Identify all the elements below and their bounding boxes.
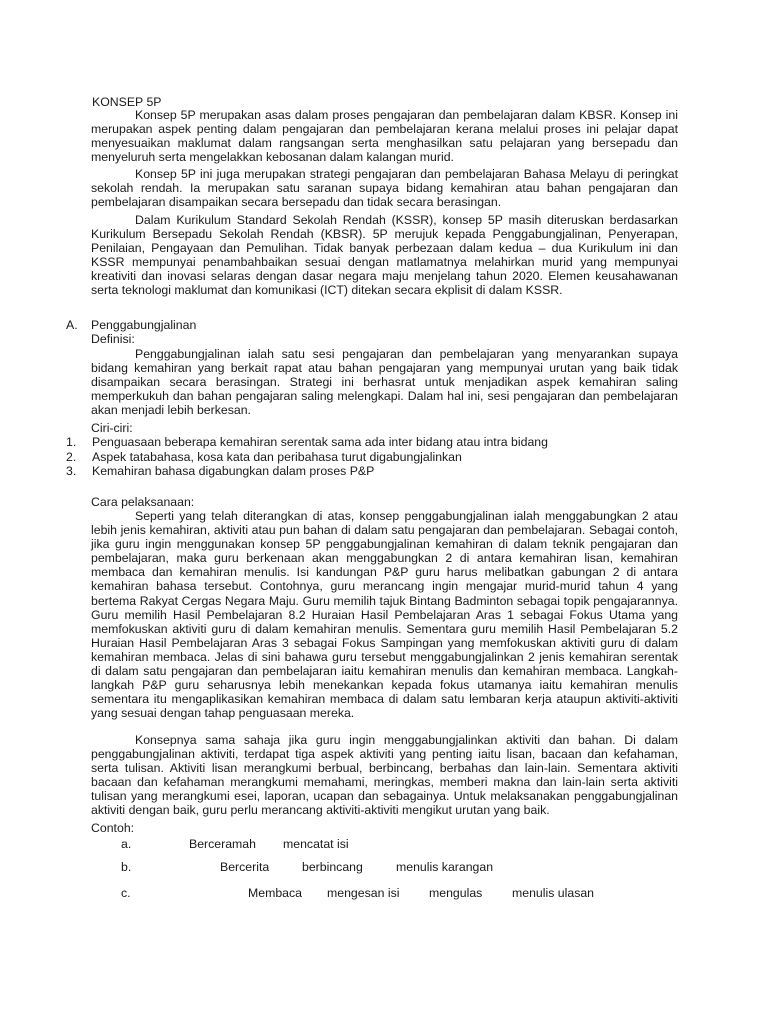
method-paragraph-2: Konsepnya sama sahaja jika guru ingin menggabungjalinkan aktiviti dan bahan. Di dalam penggabungjalinan aktiviti, terdapat tiga aspek aktiviti yang penting iaitu lisan, bacaan dan kefahaman, serta tulisan. Aktiviti lisan merangkumi berbual, berbincang, berbahas dan lain-lain. Sementara aktiviti bacaan dan kefahaman merangkumi memahami, meringkas, memberi makna dan lain-lain serta aktiviti tulisan yang merangkumi esei, laporan, ucapan dan sebagainya. Untuk melaksanakan penggabungjalinan aktiviti dengan baik, guru perlu merancang aktiviti-aktiviti mengikut urutan yang baik. [91,733,678,818]
definition-label: Definisi: [91,332,135,346]
list-item-text: Aspek tatabahasa, kosa kata dan peribahasa turut digabungjalinkan [92,449,462,464]
example-label: Contoh: [91,821,135,835]
method-label: Cara pelaksanaan: [91,495,195,509]
list-item-number: 1. [66,435,77,449]
list-item-number: 2. [66,449,77,464]
example-step: berbincang [302,860,363,874]
example-row-b [0,860,768,875]
list-item-number: 3. [66,464,77,479]
document-title: KONSEP 5P [92,95,162,109]
intro-paragraph-3: Dalam Kurikulum Standard Sekolah Rendah (KSSR), konsep 5P masih diteruskan berdasarkan Kurikulum Bersepadu Sekolah Rendah (KBSR). 5P merujuk kepada Penggabungjalinan, Penyerapan, Penilaian, Pengayaan dan Pemulihan. Tidak banyak perbezaan dalam kedua – dua Kurikulum ini dan KSSR mempunyai penambahbaikan sesuai dengan matlamatnya melahirkan murid yang mempunyai kreativiti dan inovasi selaras dengan dasar negara maju menjelang tahun 2020. Elemen keusahawanan serta teknologi maklumat dan komunikasi (ICT) ditekan secara ekplisit di dalam KSSR. [91,213,678,298]
example-step: mengulas [429,886,483,900]
example-letter: c. [121,886,131,900]
example-step: Bercerita [220,860,270,874]
definition-paragraph: Penggabungjalinan ialah satu sesi pengajaran dan pembelajaran yang menyarankan supaya bidang kemahiran yang berkait rapat atau bahan pengajaran yang mempunyai urutan yang baik tidak disampaikan secara berasingan. Strategi ini berhasrat untuk menjadikan aspek kemahiran saling memperkukuh dan bahan pengajaran saling melengkapi. Dalam hal ini, sesi pengajaran dan pembelajaran akan menjadi lebih berkesan. [91,347,678,418]
intro-paragraph-1: Konsep 5P merupakan asas dalam proses pengajaran dan pembelajaran dalam KBSR. Konsep ini merupakan aspek penting dalam pengajaran dan pembelajaran kerana melalui proses ini pelajar dapat menyesuaikan maklumat dalam rangsangan serta menghasilkan satu pelajaran yang bersepadu dan menyeluruh serta mengelakkan kebosanan dalam kalangan murid. [91,108,678,165]
example-step: Membaca [248,886,302,900]
list-item [66,435,686,450]
example-step: mencatat isi [283,837,349,851]
features-list [66,435,686,479]
example-row-c [0,886,768,901]
list-item [66,450,686,465]
example-step: mengesan isi [327,886,400,900]
list-item-text: Kemahiran bahasa digabungkan dalam proses P&P [92,464,375,479]
features-label: Ciri-ciri: [91,421,133,435]
example-row-a [0,837,768,852]
example-step: menulis karangan [396,860,494,874]
example-step: menulis ulasan [512,886,595,900]
list-item-text: Penguasaan beberapa kemahiran serentak sama ada inter bidang atau intra bidang [92,435,548,449]
example-letter: b. [121,860,132,874]
list-item [66,464,686,479]
section-a-title: Penggabungjalinan [91,318,197,332]
example-step: Berceramah [189,837,256,851]
intro-paragraph-2: Konsep 5P ini juga merupakan strategi pengajaran dan pembelajaran Bahasa Melayu di peringkat sekolah rendah. Ia merupakan satu saranan supaya bidang kemahiran atau bahan pengajaran dan pembelajaran disampaikan secara bersepadu dan tidak secara berasingan. [91,167,678,210]
section-a-marker: A. [66,318,78,332]
method-paragraph-1: Seperti yang telah diterangkan di atas, konsep penggabungjalinan ialah menggabungkan 2 atau lebih jenis kemahiran, aktiviti atau pun bahan di dalam satu pengajaran dan pembelajaran. Sebagai contoh, jika guru ingin menggunakan konsep 5P penggabungjalinan kemahiran di dalam teknik pengajaran dan pembelajaran, maka guru berkenaan akan menggabungkan 2 di antara kemahiran lisan, kemahiran membaca dan kemahiran menulis. Isi kandungan P&P guru harus melibatkan gabungan 2 di antara kemahiran bahasa tersebut. Contohnya, guru merancang ingin mengajar murid-murid tahun 4 yang bertema Rakyat Cergas Negara Maju. Guru memilih tajuk Bintang Badminton sebagai topik pengajarannya. Guru memilih Hasil Pembelajaran 8.2 Huraian Hasil Pembelajaran Aras 1 sebagai Fokus Utama yang memfokuskan aktiviti guru di dalam kemahiran menulis. Sementara guru memilih Hasil Pembelajaran 5.2 Huraian Hasil Pembelajaran Aras 3 sebagai Fokus Sampingan yang memfokuskan aktiviti guru di dalam kemahiran membaca. Jelas di sini bahawa guru tersebut menggabungjalinkan 2 jenis kemahiran serentak di dalam satu pengajaran dan pembelajaran iaitu kemahiran menulis dan kemahiran membaca. Langkah-langkah P&P guru seharusnya lebih menekankan kepada fokus utamanya iaitu kemahiran menulis sementara itu mengaplikasikan kemahiran membaca di dalam satu lembaran kerja ataupun aktiviti-aktiviti yang sesuai dengan tahap penguasaan mereka. [91,509,678,721]
example-letter: a. [121,837,132,851]
